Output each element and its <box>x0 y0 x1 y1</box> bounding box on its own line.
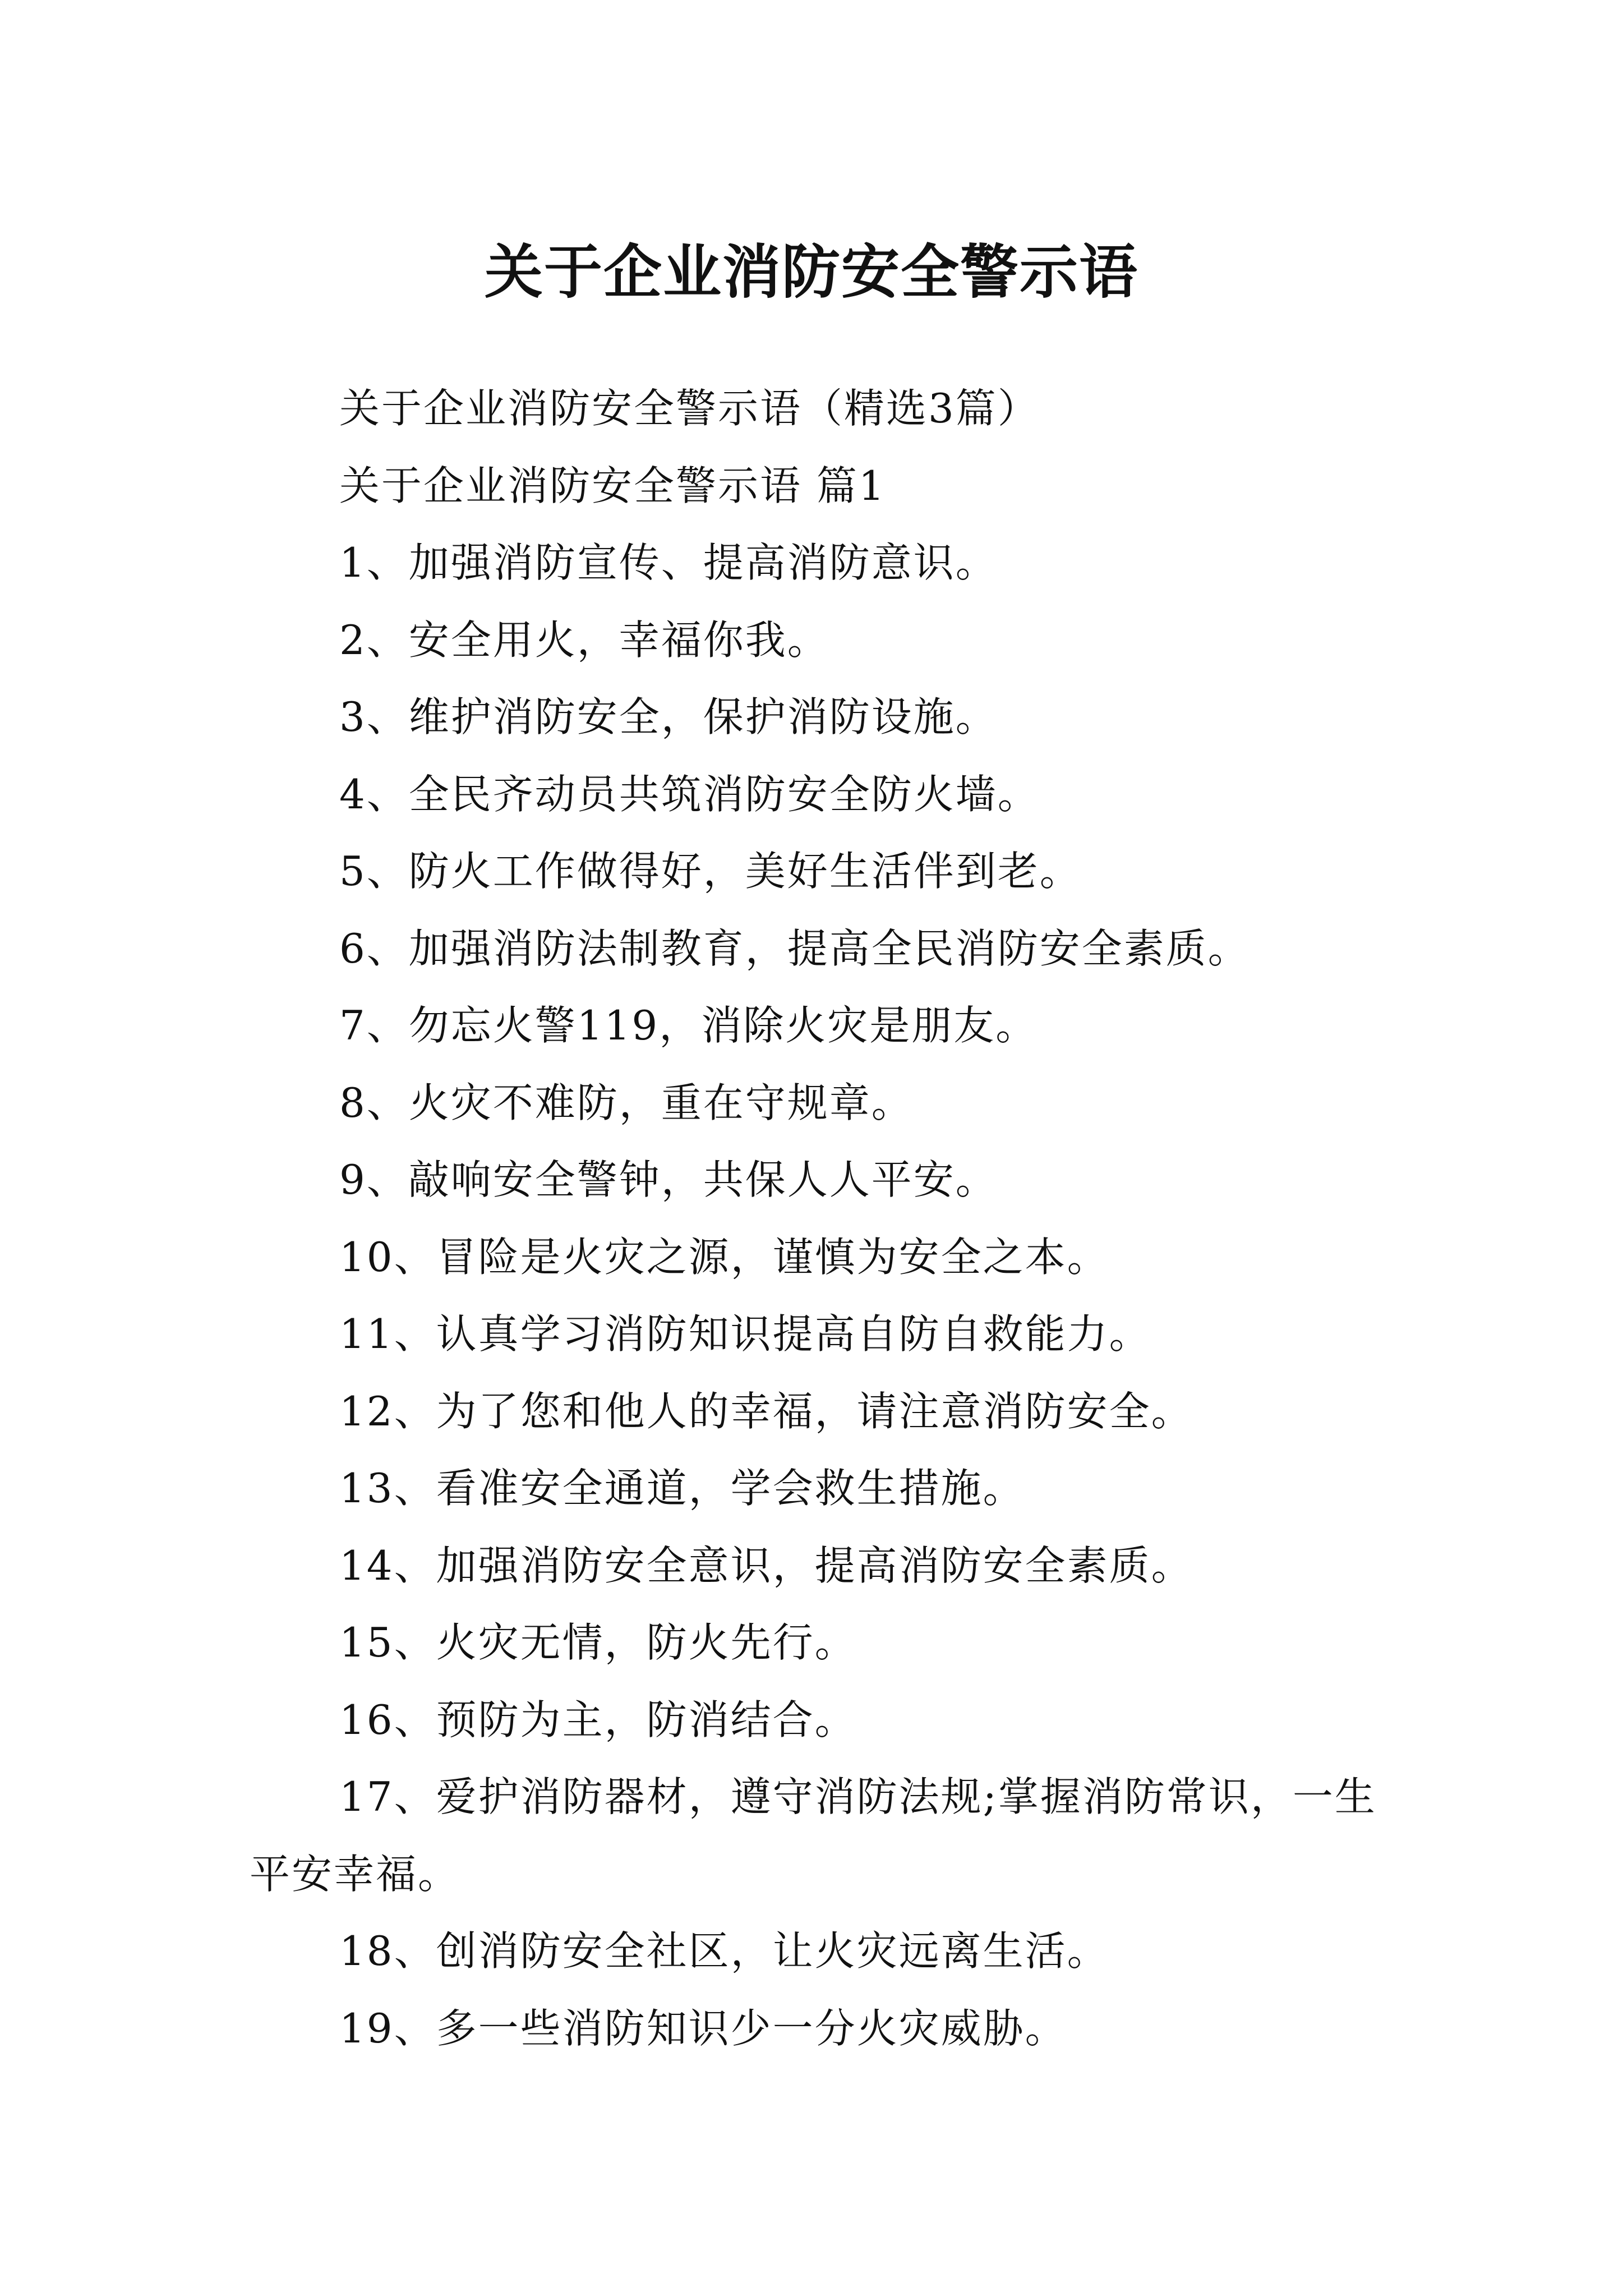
slogan-item: 5、防火工作做得好，美好生活伴到老。 <box>339 848 1082 895</box>
slogan-item: 11、认真学习消防知识提高自防自救能力。 <box>339 1310 1151 1358</box>
slogan-item: 13、看准安全通道，学会救生措施。 <box>339 1465 1025 1512</box>
slogan-item: 2、安全用火，幸福你我。 <box>339 616 829 664</box>
slogan-item: 16、预防为主，防消结合。 <box>339 1696 857 1743</box>
slogan-item: 7、勿忘火警119，消除火灾是朋友。 <box>339 1002 1038 1049</box>
slogan-item: 14、加强消防安全意识，提高消防安全素质。 <box>339 1542 1193 1589</box>
slogan-item: 1、加强消防宣传、提高消防意识。 <box>339 539 998 586</box>
section-heading: 关于企业消防安全警示语 篇1 <box>339 462 886 509</box>
slogan-item: 17、爱护消防器材，遵守消防法规;掌握消防常识，一生平安幸福。 <box>250 1773 1377 1898</box>
document-title: 关于企业消防安全警示语 <box>484 237 1138 306</box>
slogan-item: 10、冒险是火灾之源，谨慎为安全之本。 <box>339 1233 1109 1281</box>
slogan-item: 19、多一些消防知识少一分火灾威胁。 <box>339 2004 1067 2052</box>
slogan-item: 18、创消防安全社区，让火灾远离生活。 <box>339 1927 1109 1975</box>
slogan-item: 6、加强消防法制教育，提高全民消防安全素质。 <box>339 924 1250 972</box>
slogan-item: 12、为了您和他人的幸福，请注意消防安全。 <box>339 1387 1193 1435</box>
document-body <box>250 370 1388 2067</box>
slogan-item: 4、全民齐动员共筑消防安全防火墙。 <box>339 770 1040 818</box>
slogan-item: 9、敲响安全警钟，共保人人平安。 <box>339 1156 998 1203</box>
subtitle-paragraph: 关于企业消防安全警示语（精选3篇） <box>339 385 1040 432</box>
slogan-item: 3、维护消防安全，保护消防设施。 <box>339 693 998 740</box>
slogan-item: 15、火灾无情，防火先行。 <box>339 1619 857 1666</box>
slogan-item: 8、火灾不难防，重在守规章。 <box>339 1079 914 1126</box>
